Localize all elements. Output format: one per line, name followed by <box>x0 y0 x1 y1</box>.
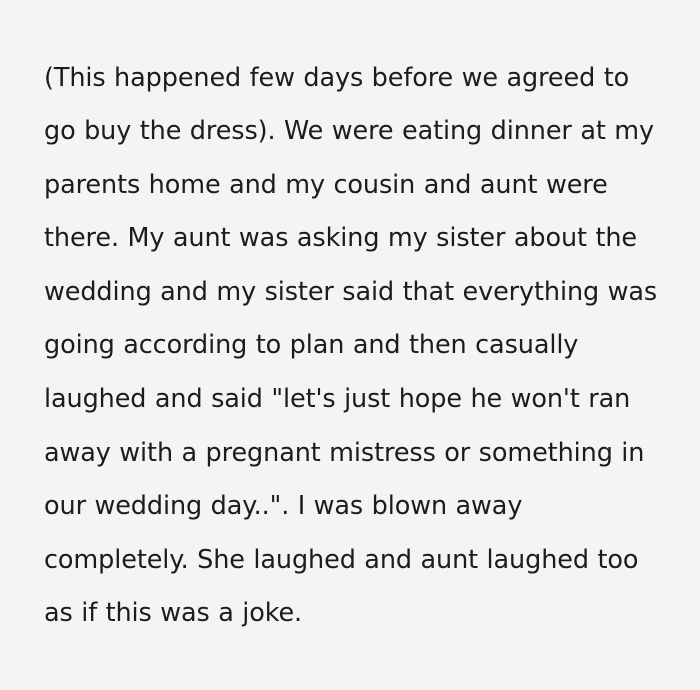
story-paragraph: (This happened few days before we agreed to go buy the dress). We were eating dinner at my parents home and my cousin and aunt were there. My aunt was asking my sister about the wedding and my sister said that everything was going according to plan and then casually laughed and said "let's just hope he won't ran away with a pregnant mistress or something in our wedding day..". I was blown away completely. She laughed and aunt laughed too as if this was a joke. <box>44 62 666 629</box>
